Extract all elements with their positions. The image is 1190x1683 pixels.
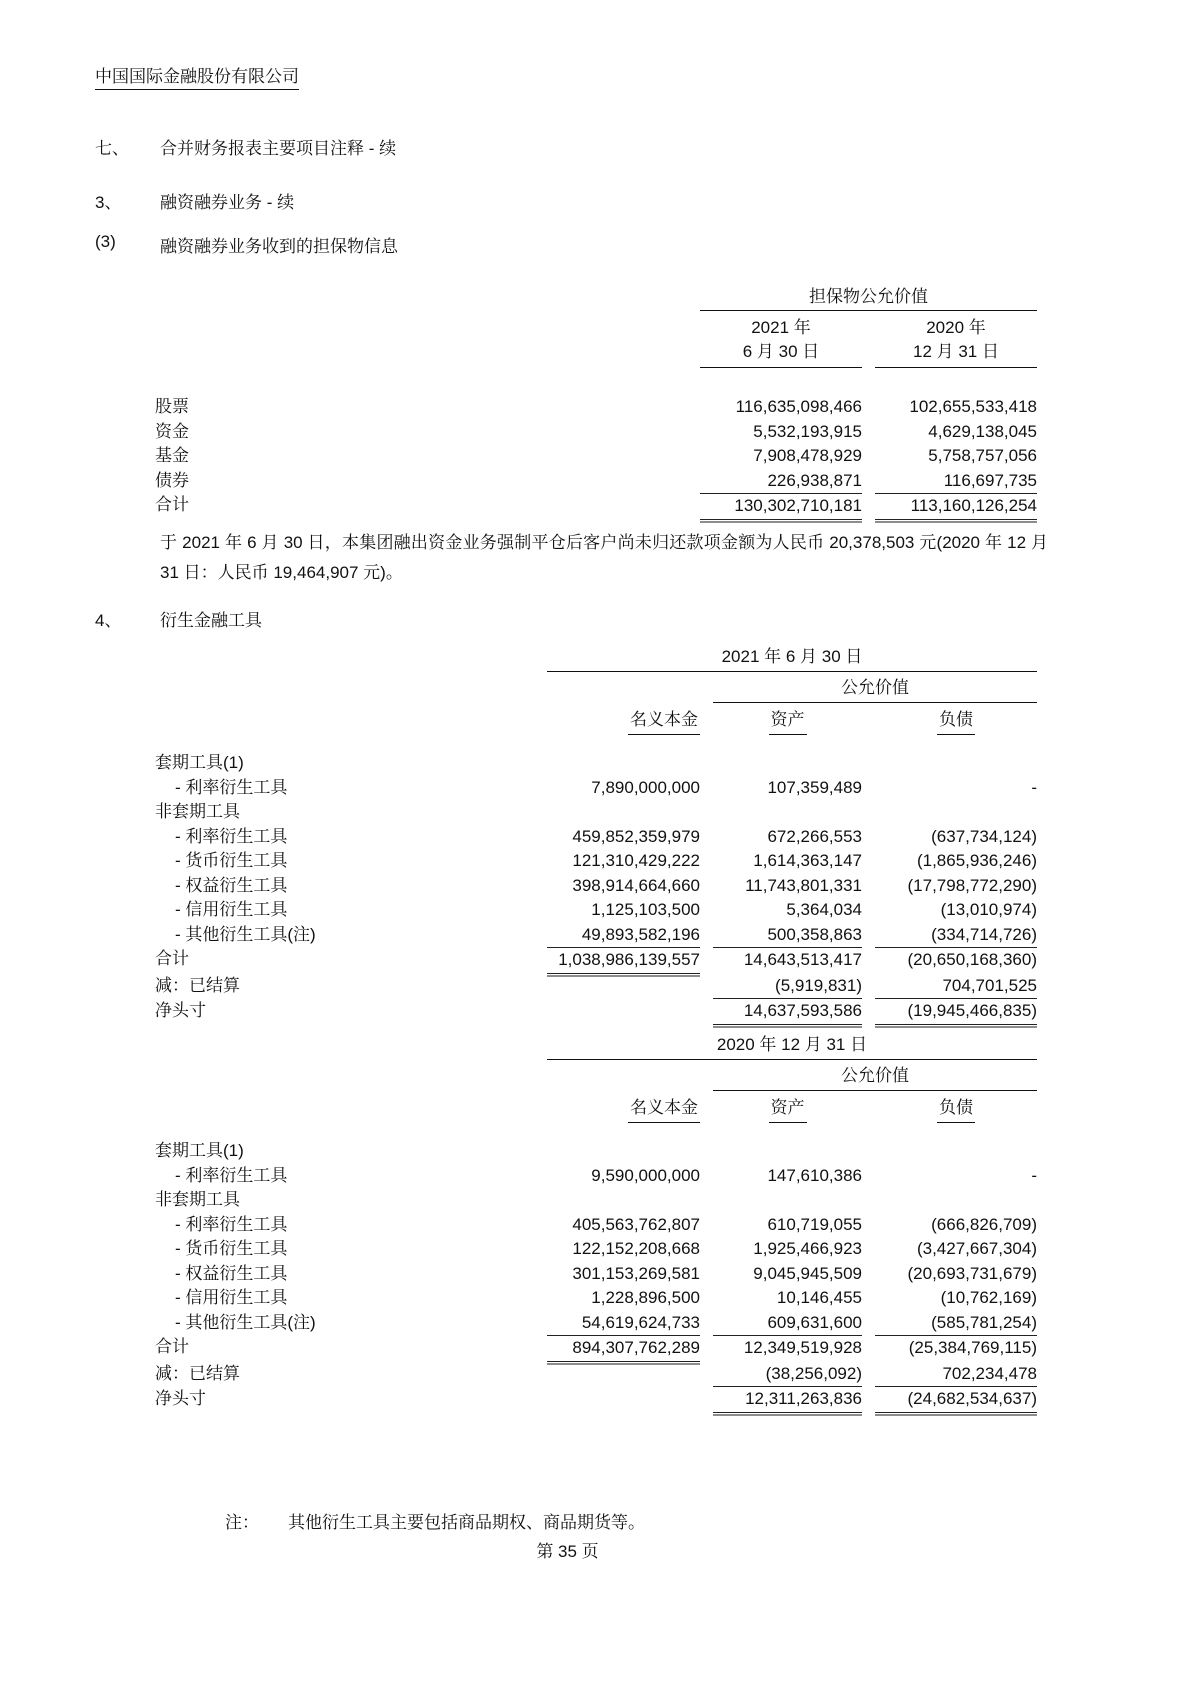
section-7-heading	[95, 134, 396, 159]
fair-value-header: 公允价值	[713, 677, 1037, 703]
section-3-number: 3、	[95, 193, 122, 212]
row-label: - 其他衍生工具(注)	[175, 1312, 316, 1332]
total-value: 113,160,126,254	[875, 493, 1037, 520]
cell-value: 4,629,138,045	[928, 421, 1037, 441]
collateral-table-header: 担保物公允价值	[700, 282, 1037, 311]
section-3-heading	[95, 188, 294, 213]
table-row: - 货币衍生工具 122,152,208,668 1,925,466,923 (3,427,667,304)	[155, 1237, 1037, 1262]
column-header-row	[155, 707, 1037, 735]
table-row: - 信用衍生工具 1,125,103,500 5,364,034 (13,010,974)	[155, 898, 1037, 923]
column-liability: 负债	[875, 1095, 1037, 1123]
row-label: - 权益衍生工具	[175, 1263, 288, 1283]
row-label: - 权益衍生工具	[175, 875, 288, 895]
row-label: - 利率衍生工具	[175, 777, 288, 797]
net-position-row: 净头寸 12,311,263,836 (24,682,534,637)	[155, 1387, 1037, 1413]
row-label: 减：已结算	[155, 1363, 240, 1383]
total-row: 合计 894,307,762,289 12,349,519,928 (25,384,769,115)	[155, 1335, 1037, 1362]
cell-value: 7,908,478,929	[753, 446, 862, 465]
section-4-title: 衍生金融工具	[160, 611, 262, 630]
table-row	[155, 1188, 1037, 1213]
column-header-row	[155, 1095, 1037, 1123]
table-row: - 利率衍生工具 405,563,762,807 610,719,055 (666,826,709)	[155, 1213, 1037, 1238]
derivatives-table-2020	[155, 1034, 1037, 1413]
table-row: - 利率衍生工具 7,890,000,000 107,359,489 -	[155, 776, 1037, 801]
row-label: - 信用衍生工具	[175, 1288, 288, 1307]
column-2020-date: 12 月 31 日	[875, 340, 1037, 368]
table-row: - 其他衍生工具(注) 49,893,582,196 500,358,863 (334,714,726)	[155, 923, 1037, 948]
collateral-table	[155, 282, 1037, 520]
page-number: 第 35 页	[536, 1542, 599, 1561]
row-label: - 货币衍生工具	[175, 851, 288, 870]
footnote	[225, 1508, 645, 1533]
table-row	[155, 420, 1037, 445]
margin-financing-paragraph: 于 2021 年 6 月 30 日，本集团融出资金业务强制平仓后客户尚未归还款项金额为人民币 20,378,503 元(2020 年 12 月 31 日：人民币 19,464,907 元)。	[160, 533, 1048, 582]
column-asset: 资产	[713, 707, 862, 735]
cell-value: 102,655,533,418	[909, 397, 1037, 416]
row-label: 合计	[155, 1337, 189, 1356]
row-label: 合计	[155, 949, 189, 968]
date-header: 2020 年 12 月 31 日	[547, 1034, 1037, 1060]
company-name: 中国国际金融股份有限公司	[95, 62, 299, 90]
cell-value: 5,532,193,915	[753, 421, 862, 441]
row-label: - 利率衍生工具	[175, 1165, 288, 1185]
total-row: 合计 1,038,986,139,557 14,643,513,417 (20,650,168,360)	[155, 947, 1037, 974]
settled-row: 减：已结算 (5,919,831) 704,701,525	[155, 974, 1037, 1000]
column-2021-date: 6 月 30 日	[700, 340, 862, 368]
footnote-label: 注：	[225, 1513, 259, 1532]
section-7-title: 合并财务报表主要项目注释 - 续	[160, 139, 397, 158]
column-nominal: 名义本金	[547, 1095, 700, 1123]
row-label: 基金	[155, 446, 189, 465]
table-row	[155, 395, 1037, 420]
table-row: - 权益衍生工具 301,153,269,581 9,045,945,509 (20,693,731,679)	[155, 1262, 1037, 1287]
collateral-date-row-2	[700, 340, 1037, 368]
table-row	[155, 800, 1037, 825]
row-label: 资金	[155, 421, 189, 441]
section-4-heading	[95, 606, 262, 631]
date-header: 2021 年 6 月 30 日	[547, 646, 1037, 672]
section-3-3-number: (3)	[95, 232, 116, 251]
column-asset: 资产	[713, 1095, 862, 1123]
row-label: 套期工具(1)	[155, 1141, 244, 1160]
column-liability: 负债	[875, 707, 1037, 735]
cell-value: 116,697,735	[943, 470, 1037, 490]
row-label: - 利率衍生工具	[175, 1214, 288, 1234]
total-value: 130,302,710,181	[700, 493, 862, 520]
settled-row: 减：已结算 (38,256,092) 702,234,478	[155, 1362, 1037, 1388]
column-nominal: 名义本金	[547, 707, 700, 735]
section-3-3-heading	[95, 232, 398, 257]
section-7-number: 七、	[95, 139, 129, 158]
column-2021-year: 2021 年	[751, 318, 811, 337]
table-row	[155, 1139, 1037, 1164]
collateral-date-row-1	[700, 311, 1037, 340]
fair-value-header: 公允价值	[713, 1065, 1037, 1091]
row-label: 净头寸	[155, 1389, 206, 1408]
table-row: - 信用衍生工具 1,228,896,500 10,146,455 (10,762,169)	[155, 1286, 1037, 1311]
table-row: - 利率衍生工具 459,852,359,979 672,266,553 (637,734,124)	[155, 825, 1037, 850]
row-label: 套期工具(1)	[155, 753, 244, 772]
row-label: - 货币衍生工具	[175, 1239, 288, 1258]
section-3-title: 融资融券业务 - 续	[160, 193, 295, 212]
footnote-text: 其他衍生工具主要包括商品期权、商品期货等。	[288, 1513, 645, 1532]
table-row	[155, 469, 1037, 494]
total-row	[155, 493, 1037, 520]
row-label: 债券	[155, 470, 189, 490]
row-label: - 利率衍生工具	[175, 826, 288, 846]
row-label: 合计	[155, 495, 189, 514]
column-2020-year: 2020 年	[926, 318, 986, 337]
row-label: 净头寸	[155, 1001, 206, 1020]
section-4-number: 4、	[95, 611, 122, 630]
cell-value: 5,758,757,056	[928, 446, 1037, 465]
derivatives-table-2021	[155, 646, 1037, 1025]
table-row: - 其他衍生工具(注) 54,619,624,733 609,631,600 (585,781,254)	[155, 1311, 1037, 1336]
table-row	[155, 751, 1037, 776]
table-row: - 权益衍生工具 398,914,664,660 11,743,801,331 (17,798,772,290)	[155, 874, 1037, 899]
row-label: 减：已结算	[155, 975, 240, 995]
table-row	[155, 444, 1037, 469]
table-row: - 货币衍生工具 121,310,429,222 1,614,363,147 (1,865,936,246)	[155, 849, 1037, 874]
row-label: - 其他衍生工具(注)	[175, 924, 316, 944]
row-label: - 信用衍生工具	[175, 900, 288, 919]
row-label: 非套期工具	[155, 802, 240, 821]
net-position-row: 净头寸 14,637,593,586 (19,945,466,835)	[155, 999, 1037, 1025]
cell-value: 226,938,871	[767, 470, 862, 490]
row-label: 股票	[155, 397, 189, 416]
row-label: 非套期工具	[155, 1190, 240, 1209]
cell-value: 116,635,098,466	[735, 397, 862, 416]
table-row: - 利率衍生工具 9,590,000,000 147,610,386 -	[155, 1164, 1037, 1189]
section-3-3-title: 融资融券业务收到的担保物信息	[160, 237, 398, 256]
